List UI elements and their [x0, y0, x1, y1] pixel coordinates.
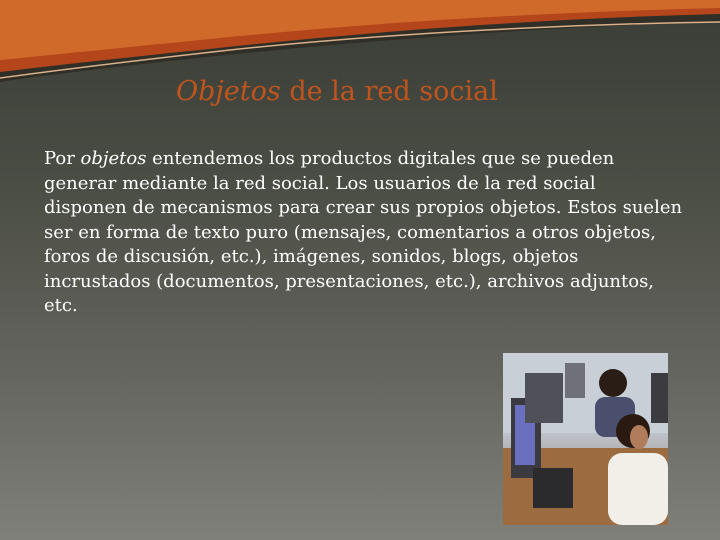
slide-body-text — [44, 147, 684, 319]
computer-lab-photo — [503, 353, 668, 525]
body-emphasis: objetos — [80, 148, 147, 169]
computer-lab-illustration — [503, 353, 668, 525]
body-rest: entendemos los productos digitales que se pueden generar mediante la red social. Los usuarios de la red social disponen de mecanismos para crear sus propios objetos. Estos suelen ser en forma de texto puro (mensajes, comentarios a otros objetos, foros de discusión, etc.), imágenes, sonidos, blogs, objetos incrustados (documentos, presentaciones, etc.), archivos adjuntos, etc. — [44, 148, 683, 316]
photo-keyboard — [533, 468, 573, 508]
photo-monitor-3 — [565, 363, 585, 398]
photo-monitor-2 — [525, 373, 563, 423]
body-intro: Por — [44, 148, 81, 169]
slide-title-rest: de la red social — [280, 76, 498, 107]
photo-person-2-body — [608, 453, 668, 525]
slide-title-emphasis: Objetos — [176, 76, 281, 107]
photo-person-2-face — [630, 425, 648, 449]
photo-person-3-body — [651, 373, 668, 423]
photo-person-1-head — [599, 369, 627, 397]
slide-title — [176, 74, 498, 110]
